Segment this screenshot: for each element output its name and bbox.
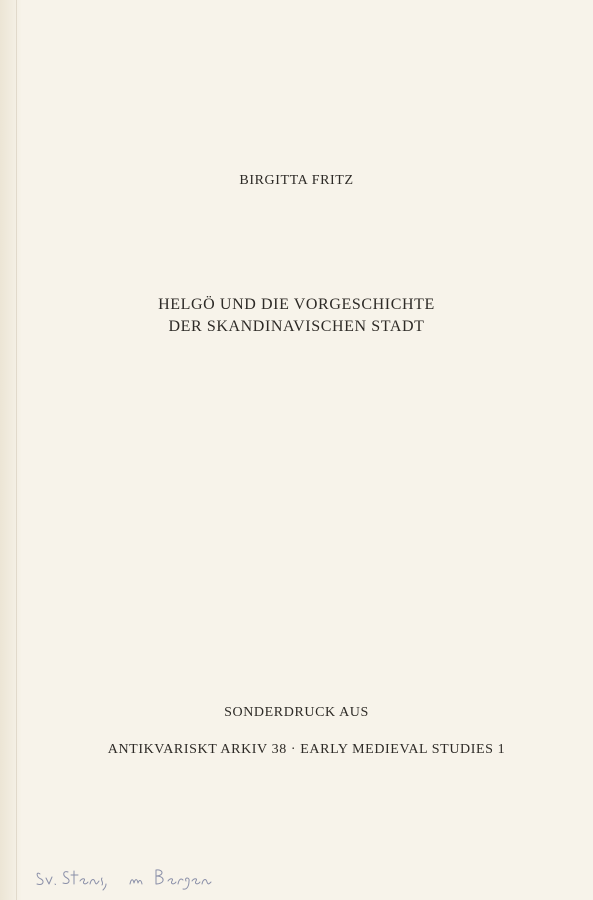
offprint-label: SONDERDRUCK AUS bbox=[224, 705, 369, 720]
title-line-2: DER SKANDINAVISCHEN STADT bbox=[168, 318, 425, 335]
handwritten-pencil-note bbox=[34, 862, 274, 892]
document-title bbox=[0, 294, 593, 338]
series-info: ANTIKVARISKT ARKIV 38 · EARLY MEDIEVAL STUDIES 1 bbox=[107, 742, 506, 757]
author-name: BIRGITTA FRITZ bbox=[239, 173, 354, 188]
binding-fold-line bbox=[16, 0, 17, 900]
title-line-1: HELGÖ UND DIE VORGESCHICHTE bbox=[158, 296, 435, 313]
